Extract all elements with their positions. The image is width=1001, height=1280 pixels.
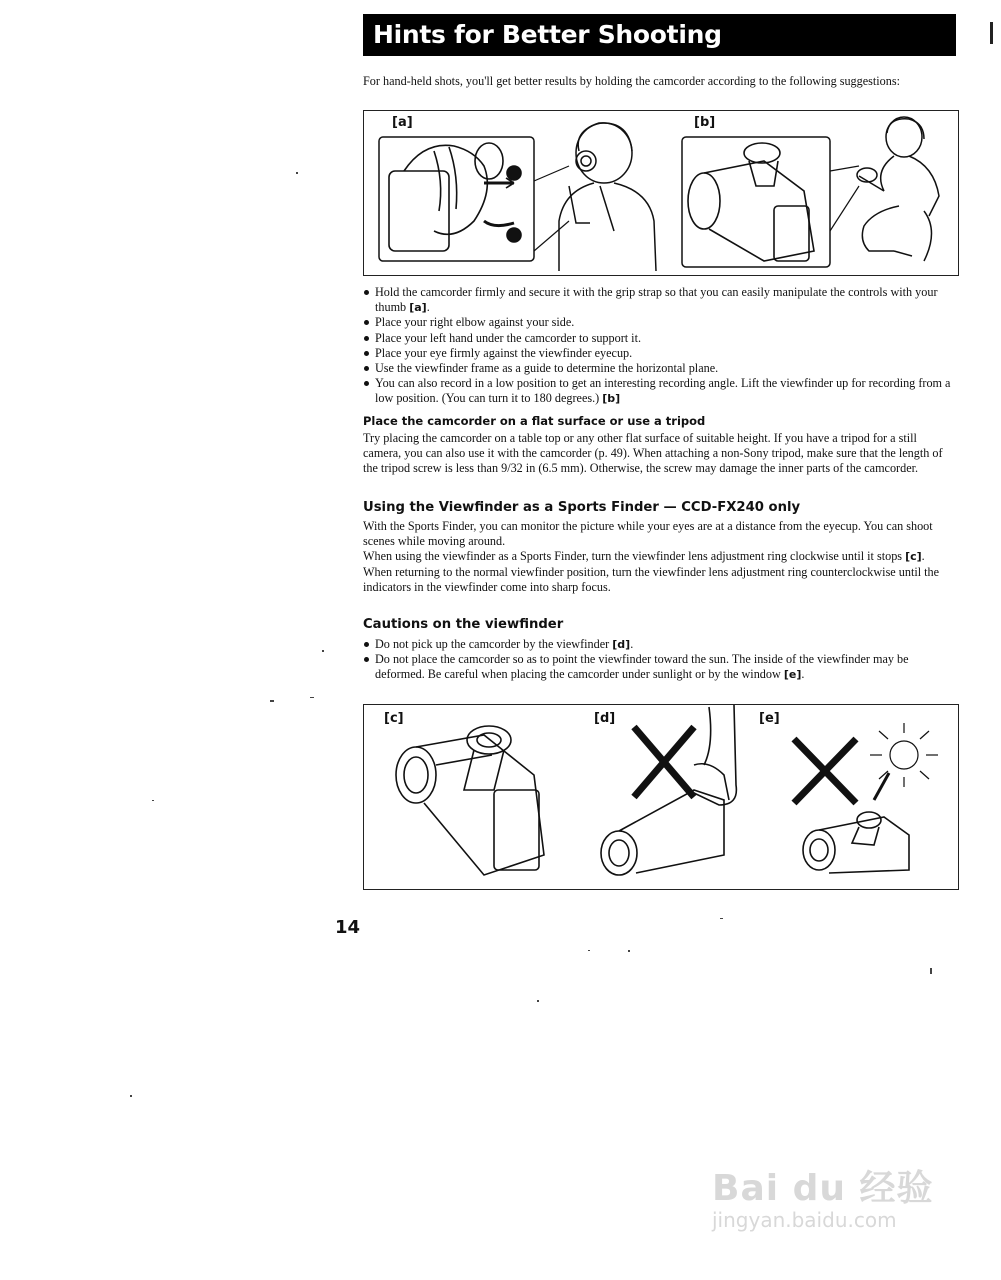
pick-up-by-viewfinder-drawing (601, 705, 736, 875)
list-item-text: Do not pick up the camcorder by the viewfinder (375, 637, 613, 651)
sports-paragraph-1: With the Sports Finder, you can monitor the picture while your eyes are at a distance from the eyecup. You can shoot scenes while moving around. (363, 519, 933, 549)
scan-speck (537, 1000, 539, 1002)
list-item-tail: . (426, 300, 430, 315)
figure-ref: [a] (409, 301, 427, 315)
list-item (363, 346, 958, 361)
person-holding-camcorder (559, 123, 656, 271)
list-item (363, 376, 958, 406)
cautions-heading: Cautions on the viewfinder (363, 617, 564, 632)
scan-speck (296, 172, 298, 174)
figure-label-b: [b] (694, 115, 716, 130)
figure-viewfinder-cautions (363, 704, 959, 890)
list-item-text: Place your right elbow against your side. (375, 315, 575, 330)
sports-finder-heading: Using the Viewfinder as a Sports Finder — CCD-FX240 only (363, 500, 801, 515)
figure-ref: [d] (612, 638, 631, 651)
sports-finder-text (363, 519, 958, 595)
scan-speck (720, 918, 723, 919)
hand-grip-drawing (389, 143, 521, 251)
edge-mark (990, 22, 993, 44)
figure-label-d: [d] (594, 711, 616, 726)
watermark-url: jingyan.baidu.com (712, 1208, 897, 1232)
tripod-heading: Place the camcorder on a flat surface or use a tripod (363, 414, 706, 428)
figure-label-a: [a] (392, 115, 413, 130)
list-item (363, 637, 958, 652)
holding-tips-list (363, 285, 958, 407)
scan-speck (628, 950, 630, 952)
list-item (363, 652, 958, 682)
figure-ref: [c] (905, 550, 922, 564)
scan-speck (588, 950, 590, 951)
scan-speck (130, 1095, 132, 1097)
scan-speck (152, 800, 154, 801)
list-item-tail: . (801, 667, 805, 682)
low-angle-camcorder-drawing (688, 143, 814, 261)
figure-ref: [e] (783, 668, 802, 682)
figure-illustration-c-d-e (364, 705, 958, 889)
list-item-text: Place your left hand under the camcorder to support it. (375, 330, 642, 345)
list-item (363, 361, 958, 376)
figure-label-c: [c] (384, 711, 404, 726)
list-item-text: You can also record in a low position to get an interesting recording angle. Lift the viewfinder up for recording from a low position. (You can turn it to 180 degrees.) (375, 376, 951, 406)
scan-speck (930, 968, 932, 974)
sports-paragraph-3: When returning to the normal viewfinder position, turn the viewfinder lens adjustment ring counterclockwise until the indicators in the viewfinder come into sharp focus. (363, 564, 940, 594)
list-item-text: Place your eye firmly against the viewfinder eyecup. (375, 345, 633, 360)
list-item (363, 331, 958, 346)
list-item (363, 315, 958, 330)
list-item-tail: . (630, 637, 634, 651)
figure-illustration-a-b (364, 111, 958, 275)
list-item-text: Do not place the camcorder so as to point the viewfinder toward the sun. The inside of the viewfinder may be deformed. Be careful when placing the camcorder under sunlight or by the window (375, 652, 909, 682)
page-number: 14 (335, 917, 361, 938)
list-item-text: Use the viewfinder frame as a guide to determine the horizontal plane. (375, 361, 719, 376)
scan-speck (270, 700, 274, 702)
scan-speck (322, 650, 324, 652)
figure-label-e: [e] (759, 711, 780, 726)
cautions-list (363, 637, 958, 683)
sports-paragraph-2-tail: . (921, 549, 925, 564)
sports-paragraph-2 (363, 549, 958, 564)
intro-paragraph: For hand-held shots, you'll get better results by holding the camcorder according to the following suggestions: (363, 74, 900, 88)
sports-finder-camcorder-drawing (396, 726, 544, 875)
camcorder-in-sun-drawing (803, 812, 909, 873)
scan-speck (310, 697, 314, 698)
sun-icon (870, 723, 938, 787)
figure-ref: [b] (602, 392, 621, 406)
cross-mark-icon (634, 727, 694, 797)
list-item (363, 285, 958, 315)
sports-paragraph-2-text: When using the viewfinder as a Sports Finder, turn the viewfinder lens adjustment ring clockwise until it stops (363, 549, 906, 564)
watermark-logo: Bai du 经验 (712, 1168, 934, 1209)
tripod-paragraph: Try placing the camcorder on a table top or any other flat surface of suitable height. If you have a tripod for a still camera, you can also use it with the camcorder (p. 49). When attaching a non-Sony tripod, make sure that the length of the tripod screw is less than 9/32 in (6.5 mm). Otherwise, the screw may damage the inner parts of the camcorder. (363, 431, 943, 476)
person-kneeling-low-angle (857, 117, 939, 261)
list-item-text: Hold the camcorder firmly and secure it with the grip strap so that you can easily manipulate the controls with your thumb (375, 285, 938, 315)
cross-mark-icon-e (794, 739, 856, 803)
figure-holding-camcorder (363, 110, 959, 276)
page-title: Hints for Better Shooting (363, 14, 956, 56)
